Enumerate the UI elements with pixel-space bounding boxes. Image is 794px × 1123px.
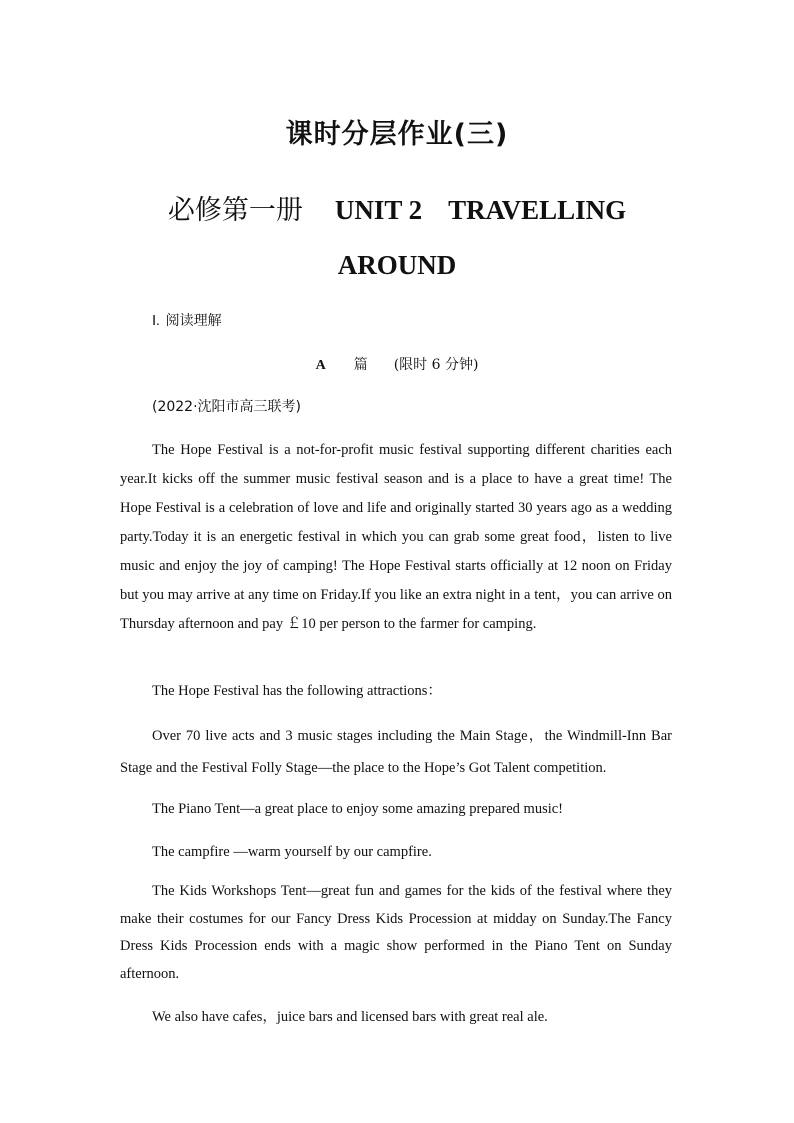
paragraph-cafes: We also have cafes，juice bars and licensed bars with great real ale. (152, 1009, 548, 1025)
source-note: (2022·沈阳市高三联考) (152, 399, 302, 415)
page-title: 课时分层作业(三) (285, 119, 509, 150)
passage-word: 篇 (353, 357, 368, 373)
passage-time-limit: (限时 6 分钟) (393, 357, 479, 373)
subtitle-unit: UNIT 2 (334, 195, 423, 225)
unit-subtitle (120, 183, 674, 292)
subtitle-book: 必修第一册 (167, 195, 303, 226)
section-heading (152, 310, 222, 330)
paragraph-attractions-lead: The Hope Festival has the following attractions： (152, 683, 442, 699)
section-number: Ⅰ. (152, 314, 160, 329)
paragraph-live-acts: Over 70 live acts and 3 music stages including the Main Stage，the Windmill-Inn Bar Stage and the Festival Folly Stage—the place to the Hope’s Got Talent competition. (120, 728, 672, 776)
section-label: 阅读理解 (165, 313, 222, 329)
passage-letter: A (315, 358, 326, 373)
paragraph-campfire: The campfire —warm yourself by our campfire. (152, 844, 432, 860)
subtitle-topic: TRAVELLING AROUND (337, 195, 627, 280)
passage-heading (0, 354, 794, 374)
paragraph-piano-tent: The Piano Tent—a great place to enjoy some amazing prepared music! (152, 801, 564, 817)
paragraph-intro: The Hope Festival is a not-for-profit music festival supporting different charities each year.It kicks off the summer music festival season and is a place to have a great time! The Hope Festival is a celebration of love and life and originally started 30 years ago as a wedding party.Today it is an energetic festival in which you can grab some great food，listen to live music and enjoy the joy of camping! The Hope Festival starts officially at 12 noon on Friday but you may arrive at any time on Friday.If you like an extra night in a tent，you can arrive on Thursday afternoon and pay ￡10 per person to the farmer for camping. (120, 442, 672, 632)
paragraph-kids-workshops: The Kids Workshops Tent—great fun and games for the kids of the festival where they make their costumes for our Fancy Dress Kids Procession at midday on Sunday.The Fancy Dress Kids Procession ends with a magic show performed in the Piano Tent on Sunday afternoon. (120, 883, 672, 982)
